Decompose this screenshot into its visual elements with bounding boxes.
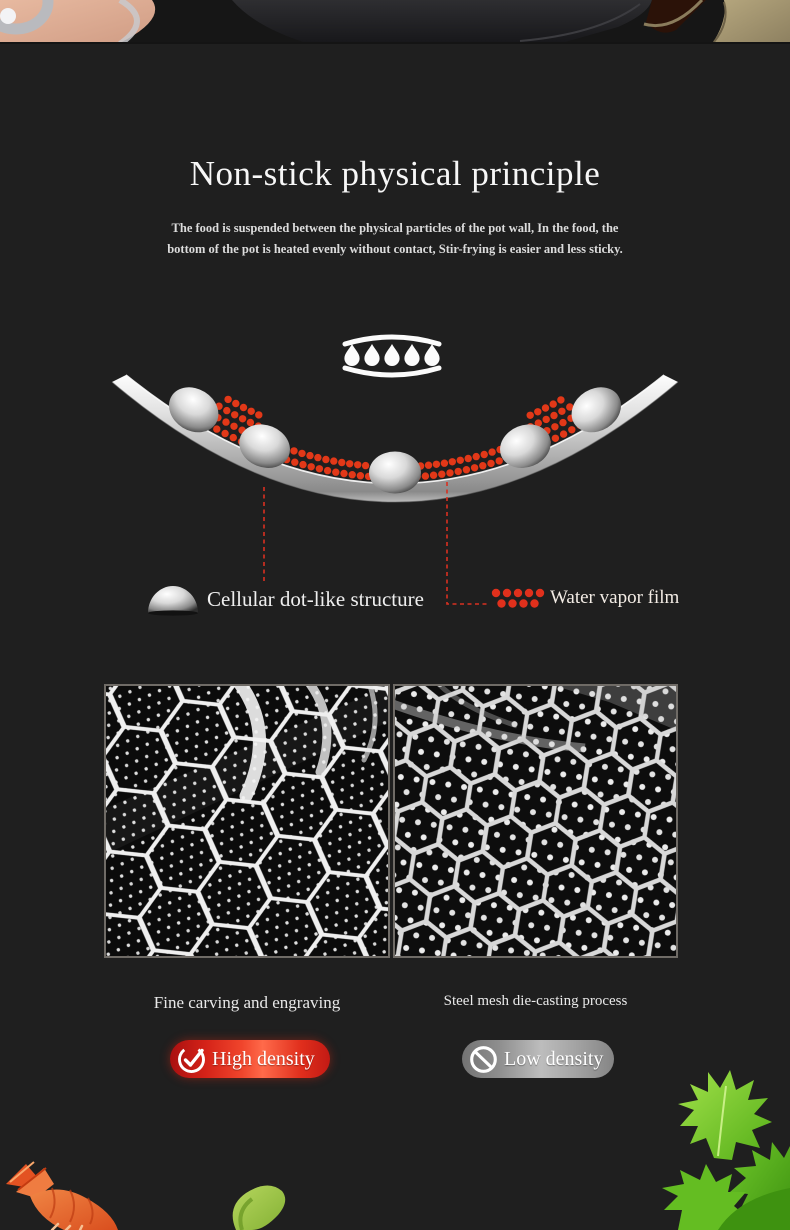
legend-water-vapor [489,586,679,610]
strip-divider [0,42,790,44]
high-density-badge-label: High density [212,1047,315,1070]
low-density-badge-label: Low density [504,1047,604,1070]
no-entry-icon [468,1044,499,1075]
subtitle-line-1: The food is suspended between the physical particles of the pot wall, In the food, the [171,221,619,235]
high-density-honeycomb-texture-photo [104,684,390,958]
celery-leaves-photo [618,1038,790,1230]
low-density-honeycomb-texture-photo [393,684,678,958]
connector-right [447,482,489,604]
legend-left-label: Cellular dot-like structure [207,586,424,611]
page-title: Non-stick physical principle [189,154,601,194]
vegetable-stalk-photo [222,1183,306,1230]
shrimp-photo [0,1158,130,1230]
water-vapor-dots-icon [489,586,545,610]
high-density-badge [170,1040,330,1078]
legend-right-label: Water vapor film [550,587,680,608]
metal-dome-icon [146,582,200,616]
low-density-badge [462,1040,614,1078]
subtitle-line-2: bottom of the pot is heated evenly without contact, Stir-frying is easier and less sticky. [167,241,623,256]
left-photo-caption: Fine carving and engraving [153,993,341,1012]
steam-droplets-icon [344,337,439,375]
check-circle-icon [176,1044,207,1075]
section-subtitle [0,218,790,259]
legend-cellular-structure [146,582,424,616]
previous-section-photo-strip [0,0,790,44]
wrist-watch-photo [0,0,155,44]
right-photo-caption: Steel mesh die-casting process [443,993,628,1009]
